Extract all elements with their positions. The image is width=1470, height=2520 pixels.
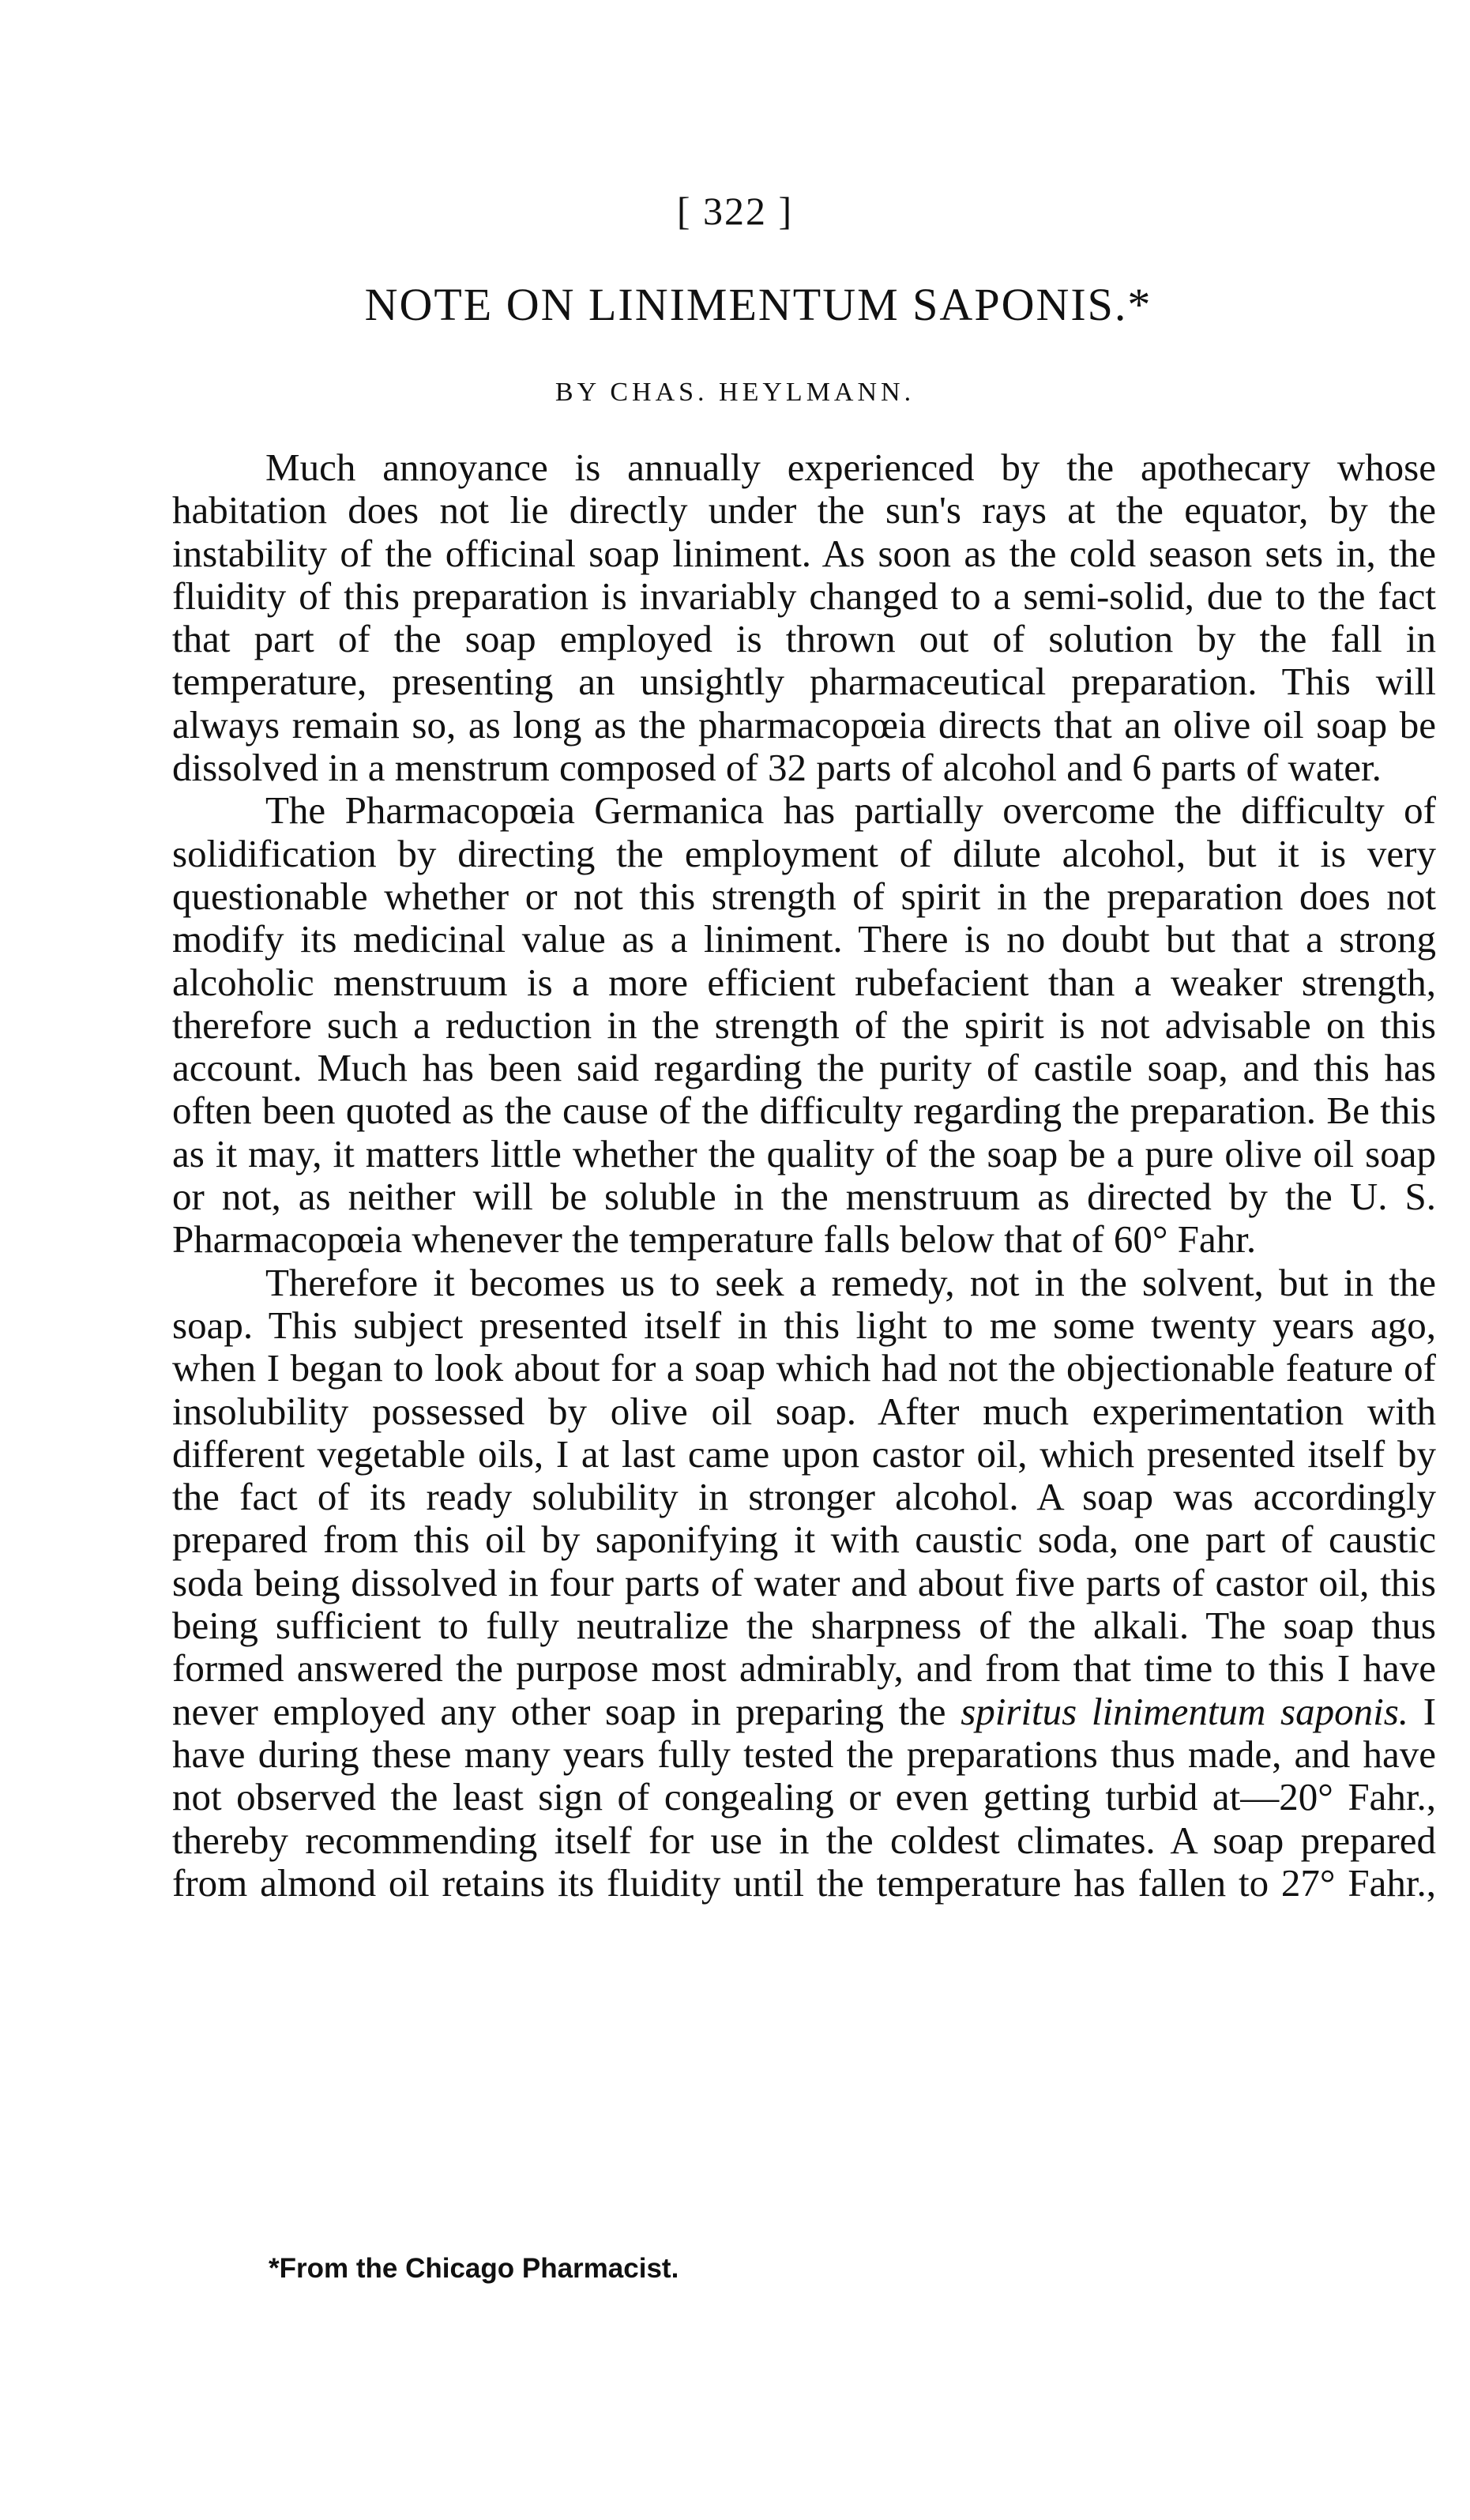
paragraph-3 [172, 1262, 1436, 1905]
paragraph-2: The Pharmacopœia Germanica has partially overcome the difficulty of solidification by directing the employment of dilute alcohol, but it is very questionable whether or not this strength of spirit in the preparation does not modify its medicinal value as a liniment. There is no doubt but that a strong alcoholic menstruum is a more efficient rubefacient than a weaker strength, therefore such a reduction in the strength of the spirit is not advisable on this account. Much has been said regarding the purity of castile soap, and this has often been quoted as the cause of the difficulty regarding the preparation. Be this as it may, it matters little whether the quality of the soap be a pure olive oil soap or not, as neither will be soluble in the menstruum as directed by the U. S. Pharmacopœia whenever the temperature falls below that of 60° Fahr. [172, 788, 1436, 1262]
italic-term-spiritus-linimentum: spiritus linimentum [961, 1689, 1266, 1733]
footnote: *From the Chicago Pharmacist. [269, 2253, 679, 2284]
page-number: [ 322 ] [676, 189, 794, 233]
paragraph-3-text-end: I have during these many years fully tested the preparations thus made, and have not observed the least sign of congealing or even getting turbid at—20° Fahr., thereby recommending itself for use in the coldest climates. A soap prepared from almond oil retains its fluidity until the temperature has fallen to 27° Fahr., [172, 1689, 1437, 1905]
article-body [172, 446, 1436, 1905]
author-byline: BY CHAS. HEYLMANN. [555, 378, 915, 407]
paragraph-3-text-start: Therefore it becomes us to seek a remedy, not in the solvent, but in the soap. This subject presented itself in this light to me some twenty years ago, when I began to look about for a soap which had not the objectionable feature of insolubility possessed by olive oil soap. After much experimentation with different vegetable oils, I at last came upon castor oil, which presented itself by the fact of its ready solubility in stronger alcohol. A soap was accordingly prepared from this oil by saponifying it with caustic soda, one part of caustic soda being dissolved in four parts of water and about five parts of castor oil, this being sufficient to fully neutralize the sharpness of the alkali. The soap thus formed answered the purpose most admirably, and from that time to this I have never employed any other soap in preparing the [172, 1260, 1436, 1733]
article-title: NOTE ON LINIMENTUM SAPONIS.* [364, 279, 1152, 330]
italic-term-saponis: saponis. [1280, 1689, 1409, 1733]
paragraph-1: Much annoyance is annually experienced by the apothecary whose habitation does not lie directly under the sun's rays at the equator, by the instability of the officinal soap liniment. As soon as the cold season sets in, the fluidity of this preparation is invariably changed to a semi-solid, due to the fact that part of the soap employed is thrown out of solution by the fall in temperature, presenting an unsightly pharmaceutical preparation. This will always remain so, as long as the pharmacopœia directs that an olive oil soap be dissolved in a menstrum composed of 32 parts of alcohol and 6 parts of water. [172, 446, 1436, 790]
